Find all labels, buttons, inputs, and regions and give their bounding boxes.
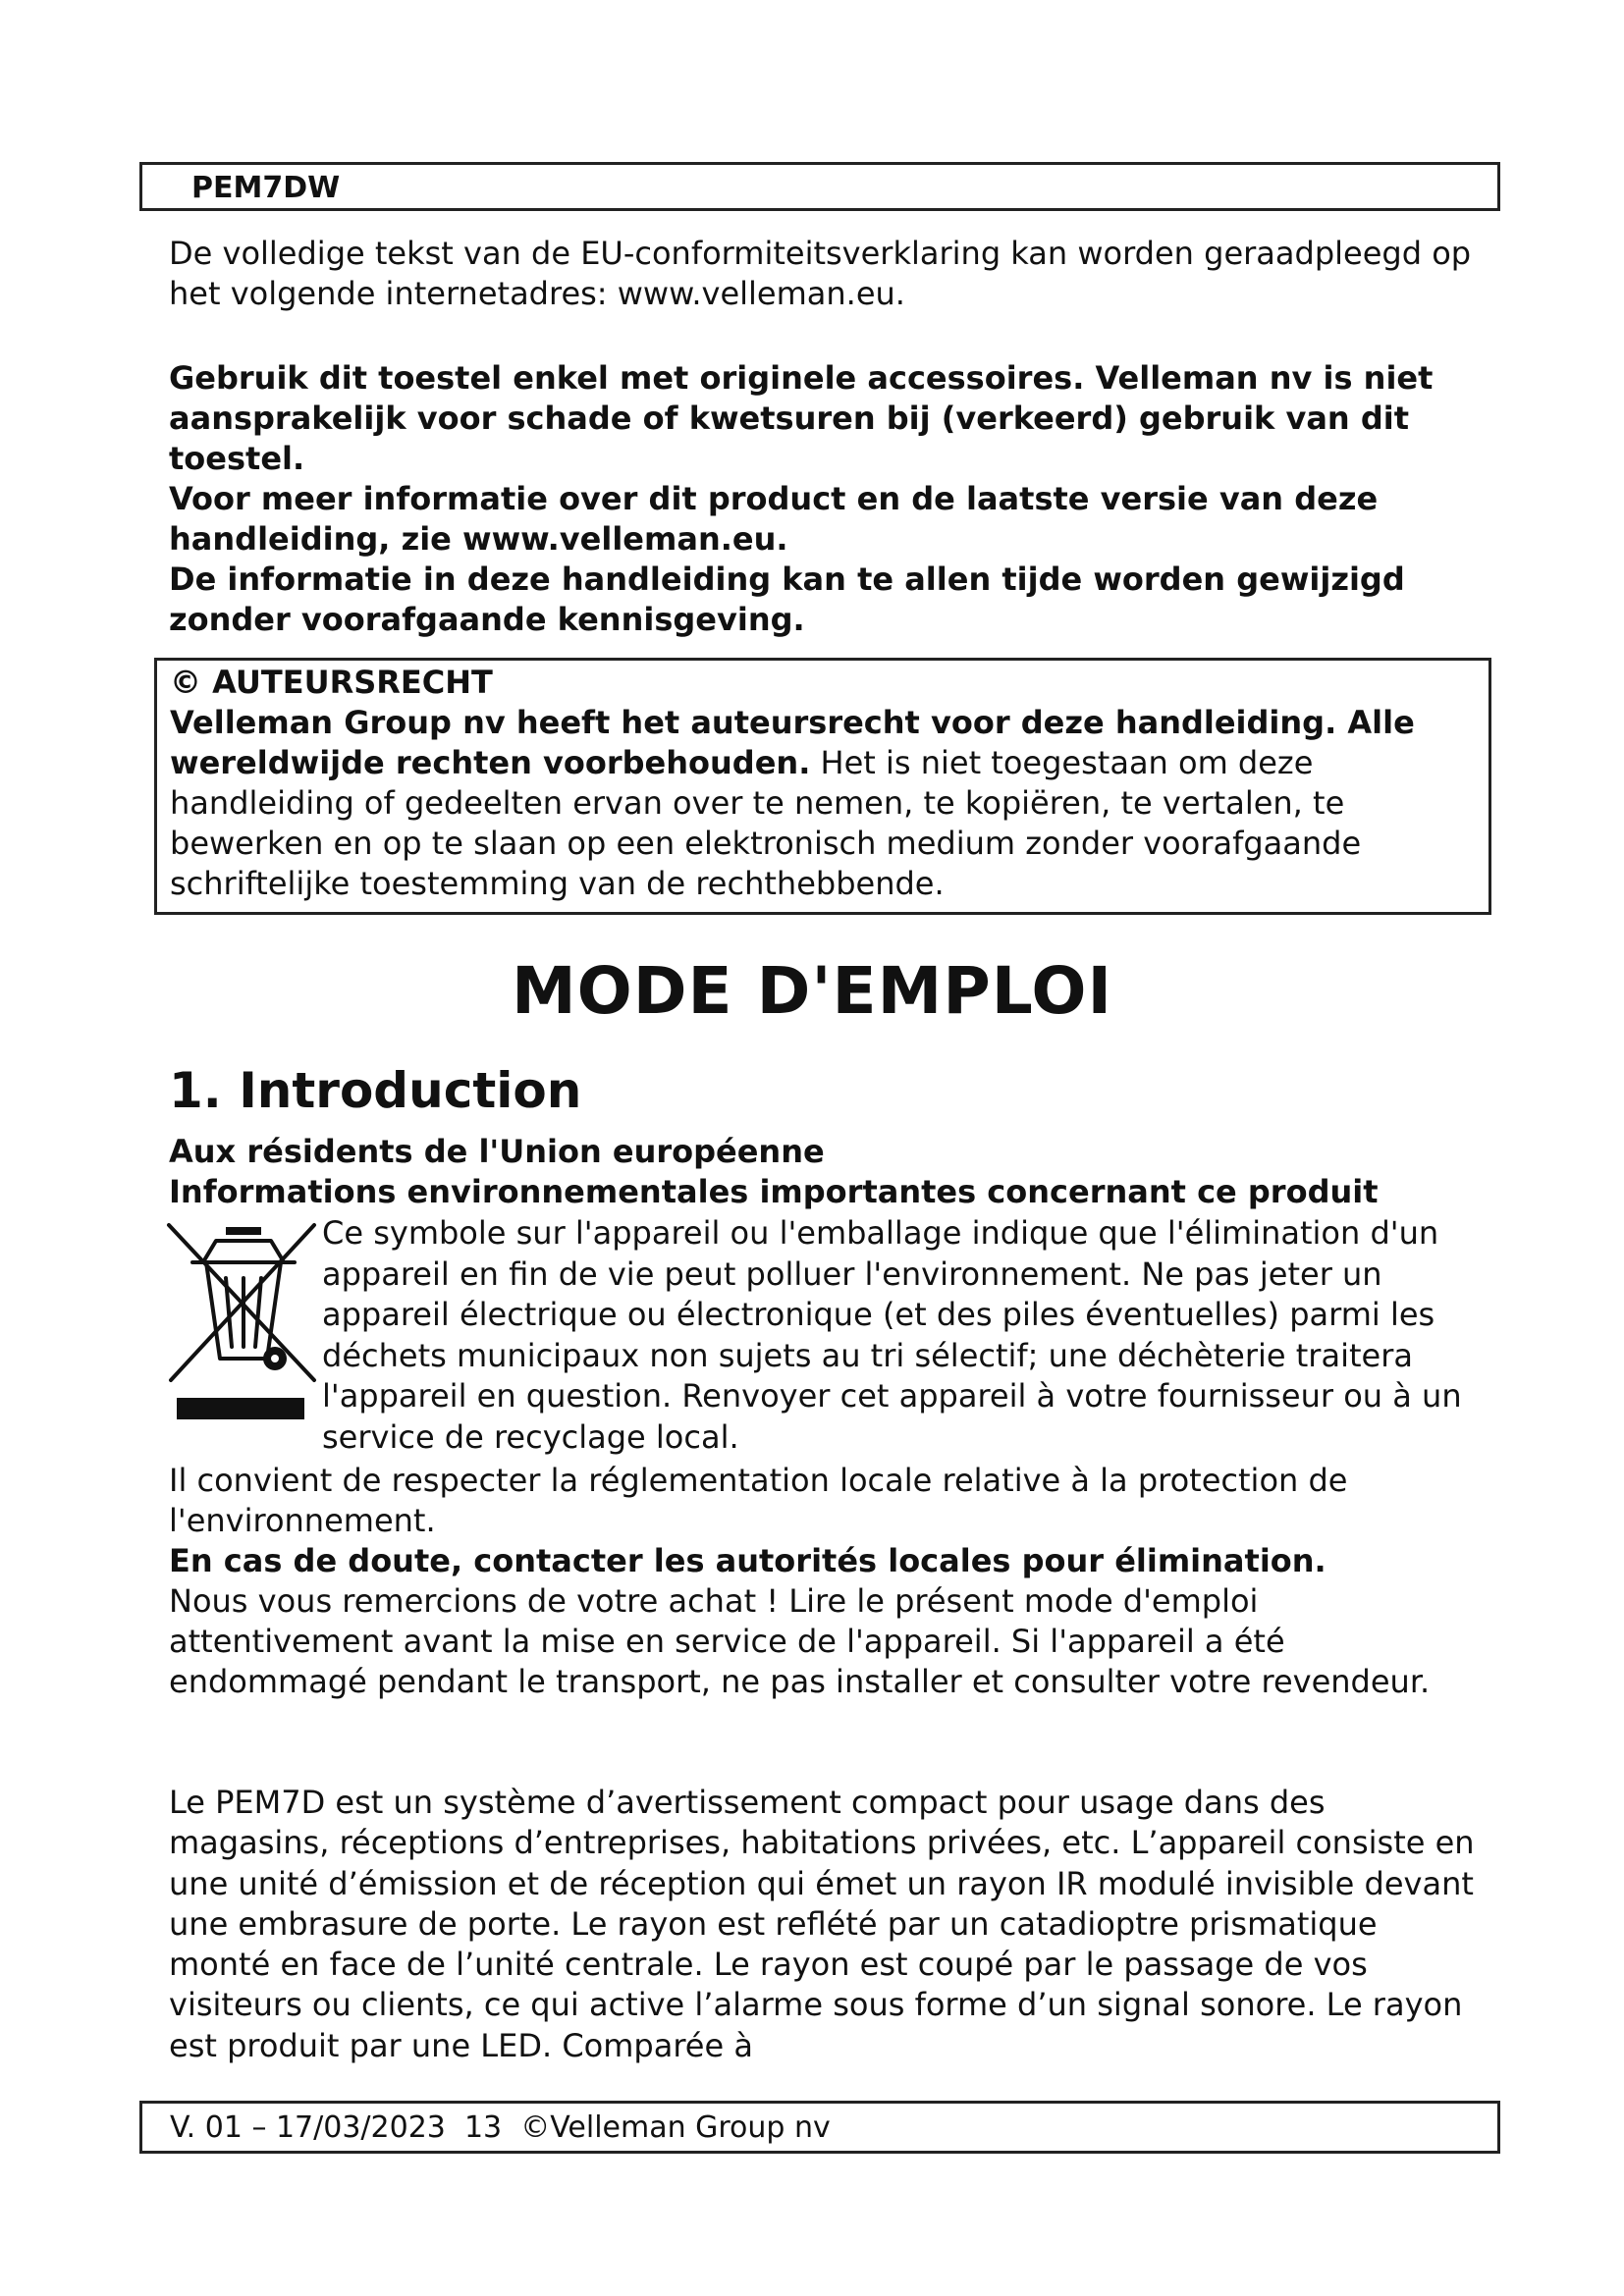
copyright-body: [170, 703, 1476, 904]
copyright-content: [170, 663, 1476, 904]
env-heading: Informations environnementales importantes concernant ce produit: [169, 1173, 1379, 1210]
model-name: PEM7DW: [191, 171, 341, 205]
footer-text: V. 01 – 17/03/2023 13 ©Velleman Group nv: [170, 2110, 831, 2145]
doubt-text: En cas de doute, contacter les autorités locales pour élimination.: [169, 1542, 1326, 1579]
copyright-normal-text: Het is niet toegestaan om deze handleiding of gedeelten ervan over te nemen, te kopiëren, te vertalen, te bewerken en op te slaan op een elektronisch medium zonder voorafgaande schriftelijke toestemming van de rechthebbende.: [170, 744, 1362, 902]
warning-changes: De informatie in deze handleiding kan te allen tijde worden gewijzigd zonder voorafgaande kennisgeving.: [169, 561, 1405, 638]
crossed-out-wheelie-bin-icon: [165, 1219, 322, 1435]
thanks-text: Nous vous remercions de votre achat ! Lire le présent mode d'emploi attentivement avant la mise en service de l'appareil. Si l'appareil a été endommagé pendant le transport, ne pas installer et consulter votre revendeur.: [169, 1582, 1431, 1700]
copyright-box: [154, 658, 1491, 915]
main-title: MODE D'EMPLOI: [511, 953, 1113, 1029]
conformity-text: De volledige tekst van de EU-conformiteitsverklaring kan worden geraadpleegd op het volgende internetadres: www.velleman.eu.: [169, 235, 1472, 312]
header-box: [139, 162, 1500, 211]
warning-more-info: Voor meer informatie over dit product en de laatste versie van deze handleiding, zie www.velleman.eu.: [169, 480, 1379, 558]
eu-heading: Aux résidents de l'Union européenne: [169, 1133, 825, 1170]
copyright-heading: © AUTEURSRECHT: [170, 664, 493, 701]
copyright-bold-text: Velleman Group nv heeft het auteursrecht voor deze handleiding. Alle wereldwijde rechten voorbehouden.: [170, 704, 1415, 781]
weee-text: Ce symbole sur l'appareil ou l'emballage indique que l'élimination d'un appareil en fin de vie peut polluer l'environnement. Ne pas jeter un appareil électrique ou électronique (et des piles éventuelles) parmi les déchets municipaux non sujets au tri sélectif; une déchèterie traitera l'appareil en question. Renvoyer cet appareil à votre fournisseur ou à un service de recyclage local.: [322, 1214, 1462, 1456]
footer-box: [139, 2101, 1500, 2154]
product-description: Le PEM7D est un système d’avertissement compact pour usage dans des magasins, réceptions d’entreprises, habitations privées, etc. L’appareil consiste en une unité d’émission et de réception qui émet un rayon IR modulé invisible devant une embrasure de porte. Le rayon est reflété par un catadioptre prismatique monté en face de l’unité centrale. Le rayon est coupé par le passage de vos visiteurs ou clients, ce qui active l’alarme sous forme d’un signal sonore. Le rayon est produit par une LED. Comparée à: [169, 1784, 1475, 2064]
warning-accessories: Gebruik dit toestel enkel met originele accessoires. Velleman nv is niet aansprakelijk voor schade of kwetsuren bij (verkeerd) gebruik van dit toestel.: [169, 359, 1434, 477]
env-text: Il convient de respecter la réglementation locale relative à la protection de l'environnement.: [169, 1462, 1348, 1539]
section-title: 1. Introduction: [169, 1062, 582, 1119]
